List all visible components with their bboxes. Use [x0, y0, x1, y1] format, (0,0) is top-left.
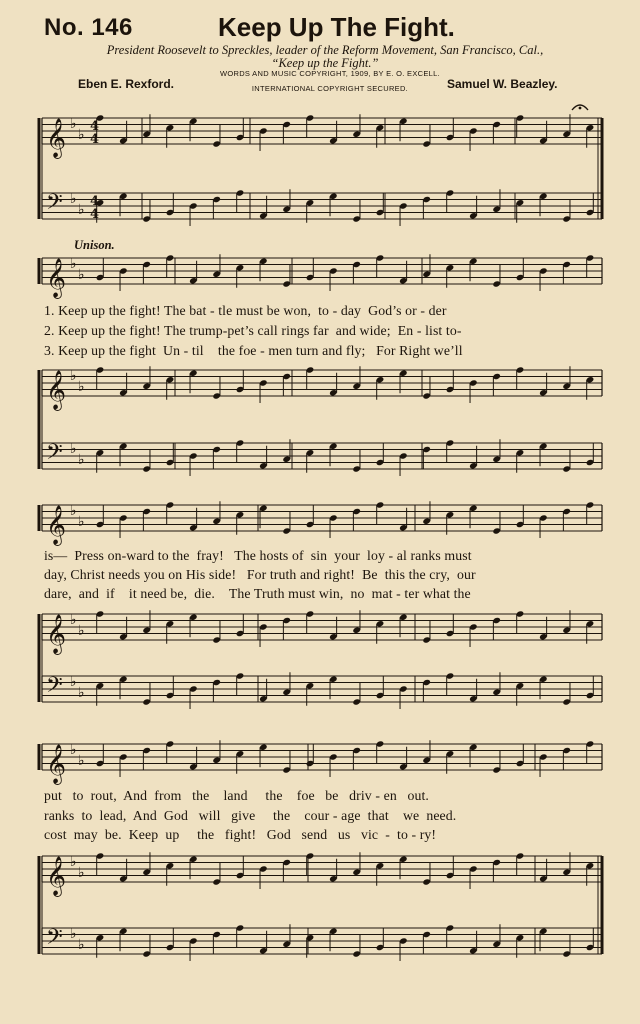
flat-sign: ♭	[78, 937, 85, 953]
lyric-s2-verse3: dare, and if it need be, die. The Truth must win, no mat - ter what the	[44, 586, 471, 601]
bass-clef: 𝄢	[46, 925, 63, 955]
treble-clef: 𝄞	[46, 856, 67, 896]
unison-marking: Unison.	[74, 238, 115, 252]
bass-clef: 𝄢	[46, 190, 63, 220]
flat-sign: ♭	[70, 503, 77, 519]
time-signature-bottom: 4	[90, 207, 100, 222]
time-signature-bottom: 4	[90, 132, 100, 147]
flat-sign: ♭	[70, 674, 77, 690]
dedication-line-1: President Roosevelt to Spreckles, leader of the Reform Movement, San Francisco, Cal.,	[106, 43, 544, 57]
lyric-s3-verse2: ranks to lead, And God will give the cour - age that we need.	[44, 808, 457, 823]
lyric-s2-verse2: day, Christ needs you on His side! For truth and right! Be this the cry, our	[44, 567, 476, 582]
flat-sign: ♭	[78, 685, 85, 701]
flat-sign: ♭	[78, 202, 85, 218]
composer-credit: Samuel W. Beazley.	[447, 77, 558, 91]
lyric-s2-verse1: is— Press on-ward to the fray! The hosts of sin your loy - al ranks must	[44, 548, 472, 563]
fermata-dot	[579, 107, 582, 110]
treble-clef: 𝄞	[46, 744, 67, 784]
treble-clef: 𝄞	[46, 370, 67, 410]
hymn-title: Keep Up The Fight.	[218, 12, 455, 42]
flat-sign: ♭	[78, 865, 85, 881]
copyright-line-2: INTERNATIONAL COPYRIGHT SECURED.	[251, 84, 409, 93]
flat-sign: ♭	[78, 267, 85, 283]
time-signature-top: 4	[90, 194, 100, 209]
bass-clef: 𝄢	[46, 673, 63, 703]
lyric-s3-verse1: put to rout, And from the land the foe be driv - en out.	[44, 788, 429, 803]
flat-sign: ♭	[70, 116, 77, 132]
flat-sign: ♭	[78, 452, 85, 468]
lyric-s1-verse3: 3. Keep up the fight Un - til the foe - men turn and fly; For Right we’ll	[44, 343, 463, 358]
lyric-s3-verse3: cost may be. Keep up the fight! God send us vic - to - ry!	[44, 827, 437, 842]
flat-sign: ♭	[70, 742, 77, 758]
time-signature-top: 4	[90, 119, 100, 134]
dedication-line-2: “Keep up the Fight.”	[271, 56, 379, 70]
flat-sign: ♭	[78, 127, 85, 143]
flat-sign: ♭	[70, 854, 77, 870]
flat-sign: ♭	[70, 256, 77, 272]
flat-sign: ♭	[78, 753, 85, 769]
flat-sign: ♭	[78, 623, 85, 639]
hymn-number: No. 146	[44, 14, 133, 41]
treble-clef: 𝄞	[46, 118, 67, 158]
flat-sign: ♭	[78, 379, 85, 395]
treble-clef: 𝄞	[46, 614, 67, 654]
lyric-s1-verse2: 2. Keep up the fight! The trump-pet’s call rings far and wide; En - list to-	[44, 323, 462, 338]
lyric-s1-verse1: 1. Keep up the fight! The bat - tle must be won, to - day God’s or - der	[44, 303, 447, 318]
treble-clef: 𝄞	[46, 505, 67, 545]
treble-clef: 𝄞	[46, 258, 67, 298]
lyricist-credit: Eben E. Rexford.	[78, 77, 175, 91]
bass-clef: 𝄢	[46, 440, 63, 470]
flat-sign: ♭	[70, 368, 77, 384]
copyright-line-1: WORDS AND MUSIC COPYRIGHT, 1909, BY E. O. EXCELL.	[219, 69, 441, 78]
flat-sign: ♭	[70, 441, 77, 457]
flat-sign: ♭	[78, 514, 85, 530]
flat-sign: ♭	[70, 926, 77, 942]
flat-sign: ♭	[70, 612, 77, 628]
flat-sign: ♭	[70, 191, 77, 207]
